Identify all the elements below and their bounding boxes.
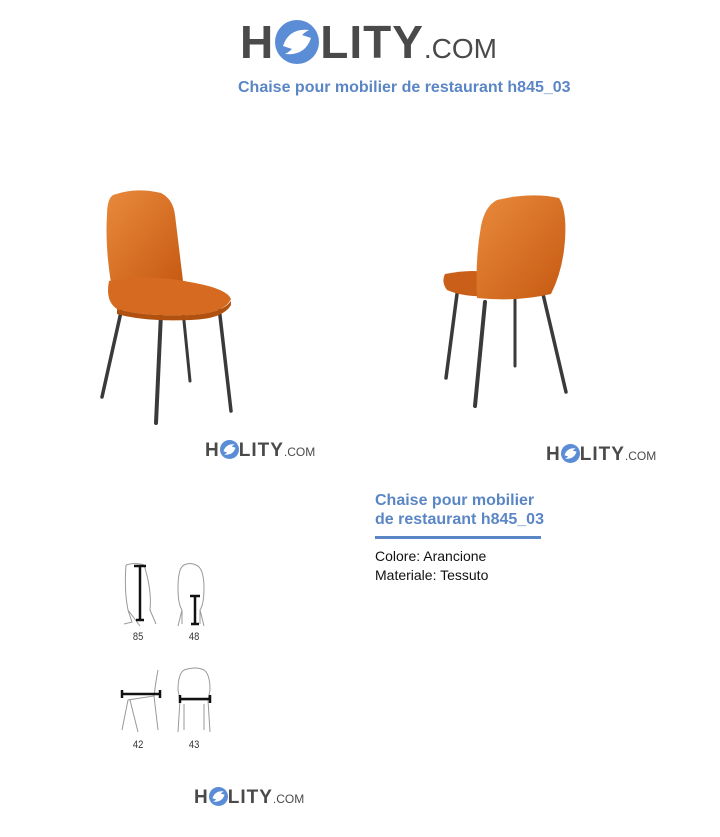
color-spec: Colore: Arancione (375, 548, 487, 564)
dimension-diagram (118, 560, 228, 760)
dimension-width-label: 43 (188, 739, 200, 751)
dimension-drawings (118, 560, 228, 760)
logo-letters-lity: LITY (320, 16, 424, 68)
title-divider (375, 536, 541, 539)
dimension-seat-height-label: 48 (188, 631, 200, 643)
page-title: Chaise pour mobilier de restaurant h845_03 (238, 79, 571, 96)
chair-front-image (95, 185, 245, 430)
logo-o-icon (209, 787, 228, 806)
product-info (375, 491, 555, 585)
holity-logo-small: H LITY .COM (546, 444, 657, 465)
material-spec: Materiale: Tessuto (375, 567, 489, 583)
product-title: Chaise pour mobilier de restaurant h845_03 (375, 492, 544, 528)
chair-back-image (435, 190, 580, 415)
holity-logo[interactable] (240, 14, 498, 68)
dimension-depth-label: 42 (132, 739, 144, 751)
holity-logo-small: H LITY .COM (205, 440, 316, 461)
logo-o-icon (275, 20, 319, 64)
logo-o-icon (561, 444, 580, 463)
logo-domain: .COM (423, 33, 498, 64)
logo-o-icon (220, 440, 239, 459)
logo-letter-h: H (240, 16, 275, 68)
dimension-height-label: 85 (132, 631, 144, 643)
holity-logo-small: H LITY .COM (194, 787, 305, 808)
